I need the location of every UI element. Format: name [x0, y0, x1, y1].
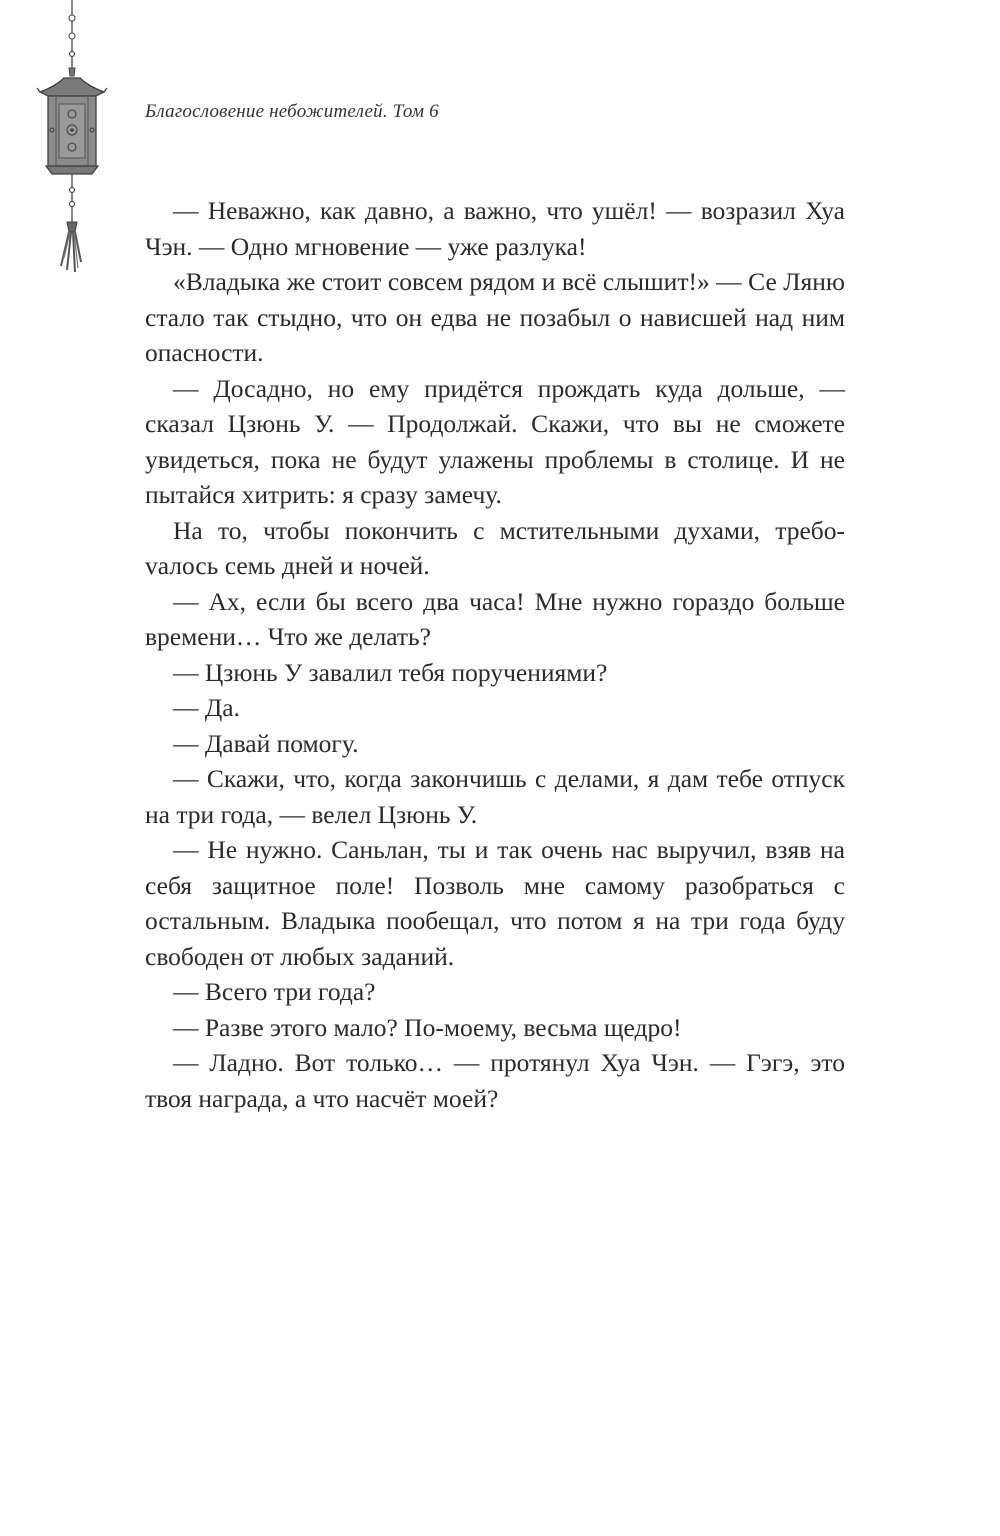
paragraph: — Ладно. Вот только… — протянул Хуа Чэн. — Гэгэ, это твоя награда, а что насчёт моей?: [145, 1048, 845, 1113]
paragraph: — Досадно, но ему придётся прождать куда дольше, — сказал Цзюнь У. — Продолжай. Скажи, что вы не сможете увидеться, пока не будут улажены проблемы в столице. И не пытайся хитрить: я сразу замечу.: [145, 373, 845, 509]
paragraph: — Разве этого мало? По-моему, весьма щедро!: [173, 1012, 682, 1042]
paragraph: «Владыка же стоит совсем рядом и всё слышит!» — Се Ляню стало так стыдно, что он едва не позабыл о нависшей над ним опасности.: [145, 267, 845, 367]
paragraph: — Ах, если бы всего два часа! Мне нужно гораздо больше времени… Что же делать?: [145, 586, 845, 651]
hanging-lantern-icon: [36, 0, 108, 280]
paragraph: — Всего три года?: [173, 977, 376, 1006]
paragraph: — Неважно, как давно, а важно, что ушёл! — возразил Хуа Чэн. — Одно мгновение — уже разлука!: [145, 196, 845, 261]
paragraph: — Давай помогу.: [173, 728, 359, 758]
paragraph: На то, чтобы покончить с мстительными духами, требоvалось семь дней и ночей.: [145, 515, 845, 580]
paragraph: — Да.: [173, 693, 240, 722]
paragraph: — Цзюнь У завалил тебя поручениями?: [173, 657, 608, 687]
body-text: [145, 193, 845, 1116]
running-header-title: Благословение небожителей. Том 6: [145, 101, 439, 122]
paragraph: — Не нужно. Саньлан, ты и так очень нас выручил, взяв на себя защитное поле! Позволь мне самому разобраться с остальным. Владыка пообещал, что потом я на три года буду свободен от любых заданий.: [145, 835, 845, 971]
paragraph: — Скажи, что, когда закончишь с делами, я дам тебе отпуск на три года, — велел Цзюнь У.: [145, 764, 845, 829]
